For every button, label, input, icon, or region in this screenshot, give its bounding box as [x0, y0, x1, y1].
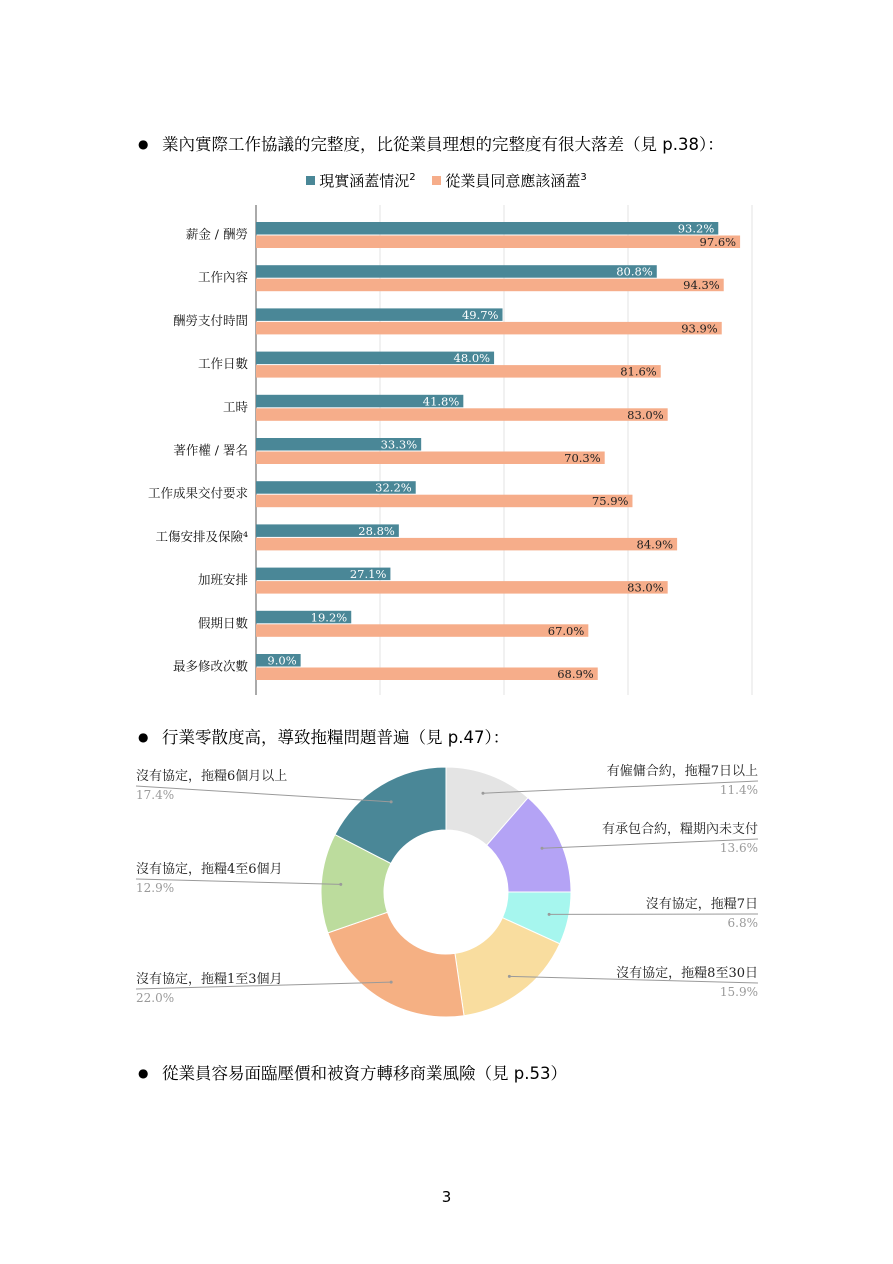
bar [256, 322, 722, 335]
slice-label: 沒有協定，拖糧7日 [645, 897, 758, 912]
legend-footnote: 3 [580, 172, 587, 183]
bar-chart [0, 195, 893, 705]
slice-value-label: 15.9% [719, 985, 758, 999]
category-label: 工作成果交付要求 [147, 485, 248, 501]
legend-item-desired [432, 168, 586, 191]
leader-dot [339, 883, 342, 886]
data-label: 28.8% [358, 523, 395, 538]
category-label: 著作權 / 署名 [173, 442, 248, 458]
bar [256, 365, 661, 378]
legend-item-actual [306, 168, 415, 191]
legend-label: 現實涵蓋情況 [319, 172, 410, 190]
data-label: 49.7% [461, 307, 499, 322]
data-label: 27.1% [349, 567, 387, 582]
data-label: 75.9% [591, 494, 629, 509]
page-number: 3 [441, 1188, 452, 1206]
leader-line [483, 781, 758, 793]
leader-dot [481, 792, 484, 795]
data-label: 41.8% [422, 394, 460, 409]
data-label: 97.6% [699, 235, 737, 249]
donut-slice [328, 912, 464, 1017]
data-label: 93.9% [681, 321, 718, 336]
bar [256, 279, 724, 292]
data-label: 9.0% [267, 653, 297, 668]
category-label: 工時 [222, 399, 248, 415]
slice-value-label: 6.8% [727, 916, 758, 930]
slice-value-label: 13.6% [719, 841, 758, 855]
slice-label: 有承包合約，糧期內未支付 [601, 822, 758, 837]
category-label: 工作日數 [197, 356, 248, 372]
slice-label: 沒有協定，拖糧6個月以上 [136, 769, 288, 784]
leader-line [136, 786, 391, 802]
leader-dot [390, 981, 393, 984]
slice-value-label: 11.4% [719, 783, 758, 797]
data-label: 48.0% [453, 351, 491, 366]
category-label: 假期日數 [197, 615, 248, 631]
bar [256, 408, 668, 421]
bar [256, 624, 588, 637]
bullet-dot-icon: ● [138, 730, 149, 744]
category-label: 酬勞支付時間 [172, 312, 248, 328]
bar [256, 538, 677, 551]
bar [256, 668, 598, 681]
slice-label: 有僱傭合約，拖糧7日以上 [606, 764, 758, 779]
bar [256, 452, 605, 465]
bullet-item-2 [138, 726, 509, 749]
bar [256, 581, 668, 594]
legend-label: 從業員同意應該涵蓋 [445, 172, 581, 190]
category-label: 工作內容 [197, 269, 248, 285]
category-label: 工傷安排及保險⁴ [155, 528, 248, 544]
bullet-item-3 [138, 1062, 567, 1085]
leader-dot [541, 847, 544, 850]
slice-label: 沒有協定，拖糧4至6個月 [136, 862, 283, 877]
data-label: 68.9% [557, 667, 594, 681]
data-label: 93.2% [677, 221, 715, 236]
bullet-text: 業內實際工作協議的完整度，比從業員理想的完整度有很大落差（見 p.38）： [162, 135, 724, 154]
bullet-text: 從業員容易面臨壓價和被資方轉移商業風險（見 p.53） [162, 1064, 567, 1083]
data-label: 81.6% [620, 364, 657, 379]
legend-footnote: 2 [409, 172, 416, 183]
data-label: 84.9% [636, 537, 674, 552]
category-label: 最多修改次數 [172, 658, 248, 674]
data-label: 70.3% [564, 451, 601, 465]
slice-label: 沒有協定，拖糧8至30日 [616, 966, 758, 981]
data-label: 94.3% [683, 278, 720, 293]
data-label: 83.0% [627, 580, 664, 595]
donut-chart [0, 755, 893, 1030]
data-label: 67.0% [547, 623, 585, 638]
bar-chart-legend [0, 168, 893, 191]
bullet-dot-icon: ● [138, 1066, 149, 1080]
slice-value-label: 17.4% [136, 788, 175, 802]
legend-swatch-actual [306, 176, 315, 185]
data-label: 80.8% [616, 264, 653, 279]
bar [256, 265, 657, 278]
data-label: 33.3% [380, 437, 418, 452]
legend-swatch-desired [432, 176, 441, 185]
leader-dot [508, 975, 511, 978]
bullet-dot-icon: ● [138, 137, 149, 151]
bar [256, 222, 718, 235]
data-label: 83.0% [627, 407, 664, 422]
slice-label: 沒有協定，拖糧1至3個月 [136, 972, 283, 987]
leader-dot [390, 800, 393, 803]
bar [256, 495, 632, 508]
leader-dot [548, 913, 551, 916]
data-label: 19.2% [310, 610, 348, 625]
bullet-item-1 [138, 133, 724, 156]
bullet-text: 行業零散度高，導致拖糧問題普遍（見 p.47）： [162, 728, 510, 747]
category-label: 加班安排 [197, 572, 248, 588]
bar [256, 236, 740, 249]
slice-value-label: 22.0% [136, 991, 175, 1005]
slice-value-label: 12.9% [136, 881, 175, 895]
category-label: 薪金 / 酬勞 [185, 226, 248, 242]
data-label: 32.2% [375, 480, 412, 495]
